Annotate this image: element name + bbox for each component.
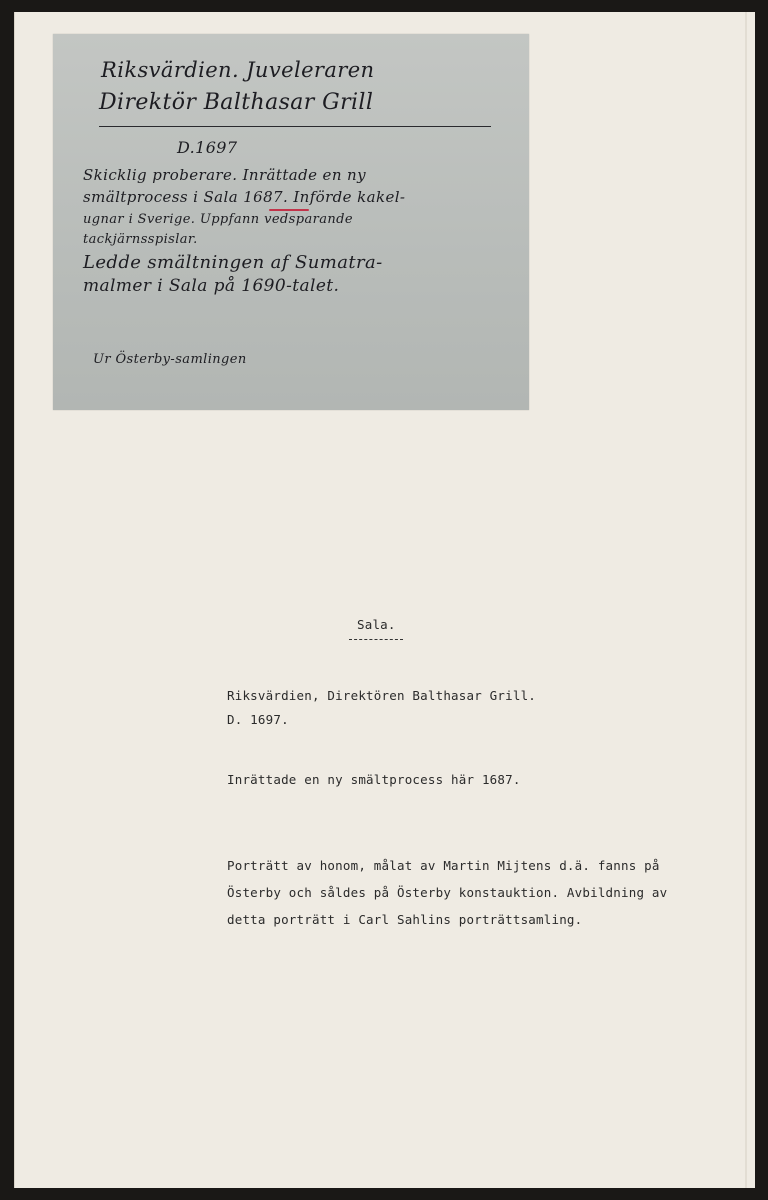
- card-body-line: Ledde smältningen af Sumatra-: [83, 252, 383, 273]
- typed-line: D. 1697.: [227, 712, 289, 727]
- typed-heading: Sala.: [357, 617, 396, 632]
- card-body-line: Skicklig proberare. Inrättade en ny: [83, 166, 366, 184]
- card-date: D.1697: [177, 138, 238, 157]
- card-body-line: malmer i Sala på 1690-talet.: [83, 276, 340, 296]
- card-body-line: smältprocess i Sala 1687. Införde kakel-: [83, 188, 406, 206]
- handwritten-note-card: [53, 34, 529, 410]
- heading-underline: [349, 639, 403, 640]
- document-sheet: [14, 12, 755, 1188]
- typed-paragraph-line: Porträtt av honom, målat av Martin Mijtens d.ä. fanns på: [227, 858, 660, 873]
- typed-line: Inrättade en ny smältprocess här 1687.: [227, 772, 521, 787]
- card-body-line: ugnar i Sverige. Uppfann vedsparande: [83, 212, 353, 227]
- card-source-note: Ur Österby-samlingen: [93, 352, 247, 367]
- typed-line: Riksvärdien, Direktören Balthasar Grill.: [227, 688, 537, 703]
- typed-paragraph-line: detta porträtt i Carl Sahlins porträttsamling.: [227, 912, 583, 927]
- card-title-line-2: Direktör Balthasar Grill: [99, 90, 374, 115]
- card-title-underline: [99, 126, 491, 127]
- typed-paragraph-line: Österby och såldes på Österby konstauktion. Avbildning av: [227, 885, 668, 900]
- card-body-line: tackjärnsspislar.: [83, 232, 198, 247]
- card-title-line-1: Riksvärdien. Juveleraren: [101, 58, 375, 82]
- paper-fold: [745, 12, 747, 1188]
